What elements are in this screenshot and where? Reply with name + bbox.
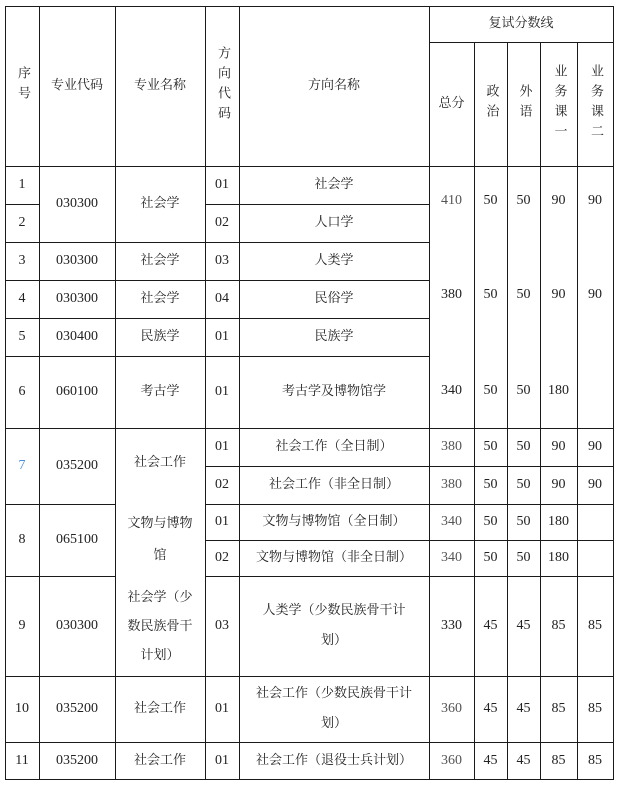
foreign-score: 50 — [516, 439, 531, 454]
major-cell — [115, 576, 205, 676]
total-score: 380 — [441, 477, 462, 492]
dir-code-cell: 02 — [215, 477, 229, 492]
code-cell: 065100 — [56, 532, 98, 547]
seq-cell: 10 — [15, 701, 29, 716]
foreign-score: 45 — [516, 618, 531, 633]
dir-name-cell: 社会工作（全日制） — [275, 439, 393, 454]
total-score: 340 — [441, 383, 462, 398]
major-cell: 社会学 — [140, 291, 180, 306]
grid-line — [5, 779, 614, 780]
header-politics: 政治 — [483, 84, 499, 124]
seq-cell: 6 — [18, 384, 26, 399]
dir-code-cell: 01 — [215, 329, 229, 344]
course1-score: 180 — [548, 550, 569, 565]
seq-cell: 11 — [15, 752, 29, 768]
major-cell: 社会学 — [140, 253, 180, 268]
dir-name-cell: 社会学 — [314, 177, 354, 192]
course1-score: 85 — [551, 752, 566, 768]
dir-code-cell: 01 — [215, 384, 229, 399]
politics-score: 50 — [483, 550, 498, 565]
major-cell: 社会工作 — [133, 455, 186, 470]
dir-name-line: 划） — [320, 633, 347, 648]
code-cell: 030300 — [56, 618, 98, 633]
course2-score: 90 — [588, 193, 602, 208]
header-seq: 序号 — [15, 66, 30, 106]
dir-code-cell: 01 — [215, 439, 229, 454]
total-score: 340 — [441, 514, 462, 529]
dir-code-cell: 01 — [215, 177, 229, 192]
seq-cell: 8 — [18, 532, 26, 547]
foreign-score: 50 — [516, 193, 531, 208]
course2-score: 85 — [588, 618, 602, 633]
seq-cell: 1 — [18, 177, 26, 192]
header-foreign: 外语 — [516, 84, 532, 124]
major-cell: 社会工作 — [133, 752, 186, 768]
course2-score: 90 — [588, 477, 602, 492]
header-code: 专业代码 — [50, 78, 103, 93]
header-score-group: 复试分数线 — [488, 16, 554, 31]
course1-score: 85 — [551, 618, 566, 633]
dir-name-line: 人类学（少数民族骨干计 — [262, 603, 406, 618]
politics-score: 50 — [483, 477, 498, 492]
course2-score: 90 — [588, 439, 602, 454]
foreign-score: 50 — [516, 477, 531, 492]
dir-name-cell: 社会工作（退役士兵计划） — [255, 752, 412, 768]
header-course1: 业务课一 — [551, 64, 567, 144]
dir-code-cell: 01 — [215, 514, 229, 529]
dir-name-cell: 民族学 — [314, 329, 354, 344]
total-score: 360 — [441, 701, 462, 716]
major-cell — [115, 504, 205, 576]
dir-name-cell: 社会工作（非全日制） — [268, 477, 399, 492]
code-cell: 035200 — [56, 752, 98, 768]
course2-score: 85 — [588, 701, 602, 716]
dir-code-cell: 03 — [215, 253, 229, 268]
major-cell: 考古学 — [140, 384, 180, 399]
course1-score: 180 — [548, 383, 569, 398]
major-cell: 社会学 — [140, 196, 180, 211]
foreign-score: 45 — [516, 752, 531, 768]
dir-code-cell: 03 — [215, 618, 229, 633]
course1-score: 90 — [551, 477, 566, 492]
major-cell: 社会工作 — [133, 701, 186, 716]
header-dir-name: 方向名称 — [307, 78, 360, 93]
grid-line — [613, 6, 614, 780]
seq-cell: 3 — [18, 253, 26, 268]
major-line: 计划） — [140, 647, 180, 663]
dir-name-cell: 文物与博物馆（全日制） — [262, 514, 406, 529]
dir-name-cell — [239, 676, 429, 742]
header-major: 专业名称 — [133, 78, 186, 93]
seq-cell: 9 — [18, 618, 26, 633]
foreign-score: 50 — [516, 383, 531, 398]
dir-name-cell: 人口学 — [314, 215, 354, 230]
dir-code-cell: 04 — [215, 291, 229, 306]
politics-score: 50 — [483, 439, 498, 454]
dir-name-line: 社会工作（少数民族骨干计 — [255, 686, 412, 701]
foreign-score: 45 — [516, 701, 531, 716]
seq-cell: 4 — [18, 291, 26, 306]
header-total: 总分 — [438, 96, 465, 111]
dir-name-line: 划） — [320, 716, 347, 731]
code-cell: 030300 — [56, 291, 98, 306]
major-line: 数民族骨干 — [127, 618, 193, 634]
code-cell: 030300 — [56, 196, 98, 211]
code-cell: 030300 — [56, 253, 98, 268]
total-score: 410 — [441, 193, 462, 208]
foreign-score: 50 — [516, 550, 531, 565]
foreign-score: 50 — [516, 287, 531, 302]
politics-score: 45 — [483, 701, 498, 716]
seq-cell: 5 — [18, 329, 26, 344]
total-score: 380 — [441, 287, 462, 302]
course2-score: 90 — [588, 287, 602, 302]
total-score: 330 — [441, 618, 462, 633]
politics-score: 50 — [483, 383, 498, 398]
code-cell: 030400 — [56, 329, 98, 344]
dir-code-cell: 02 — [215, 215, 229, 230]
seq-cell: 2 — [18, 215, 26, 230]
major-line: 社会学（少 — [127, 589, 193, 605]
dir-name-cell: 人类学 — [314, 253, 354, 268]
total-score: 380 — [441, 439, 462, 454]
total-score: 340 — [441, 550, 462, 565]
politics-score: 50 — [483, 514, 498, 529]
seq-cell: 7 — [18, 458, 26, 473]
politics-score: 50 — [483, 287, 498, 302]
code-cell: 060100 — [56, 384, 98, 399]
course1-score: 85 — [551, 701, 566, 716]
total-score: 360 — [441, 752, 462, 768]
major-line: 文物与博物 — [127, 516, 193, 531]
course1-score: 90 — [551, 193, 566, 208]
foreign-score: 50 — [516, 514, 531, 529]
course2-score: 85 — [588, 752, 602, 768]
header-dir-code: 方向代码 — [215, 46, 230, 126]
course1-score: 180 — [548, 514, 569, 529]
dir-code-cell: 02 — [215, 550, 229, 565]
major-cell: 民族学 — [140, 329, 180, 344]
dir-name-cell: 文物与博物馆（非全日制） — [255, 550, 412, 565]
dir-name-cell: 民俗学 — [314, 291, 354, 306]
major-line: 馆 — [153, 548, 167, 563]
dir-code-cell: 01 — [215, 752, 229, 768]
dir-code-cell: 01 — [215, 701, 229, 716]
course1-score: 90 — [551, 287, 566, 302]
dir-name-cell — [239, 576, 429, 676]
course1-score: 90 — [551, 439, 566, 454]
politics-score: 45 — [483, 752, 498, 768]
politics-score: 50 — [483, 193, 498, 208]
dir-name-cell: 考古学及博物馆学 — [281, 384, 386, 399]
code-cell: 035200 — [56, 458, 98, 473]
politics-score: 45 — [483, 618, 498, 633]
header-course2: 业务课二 — [588, 64, 603, 144]
code-cell: 035200 — [56, 701, 98, 716]
